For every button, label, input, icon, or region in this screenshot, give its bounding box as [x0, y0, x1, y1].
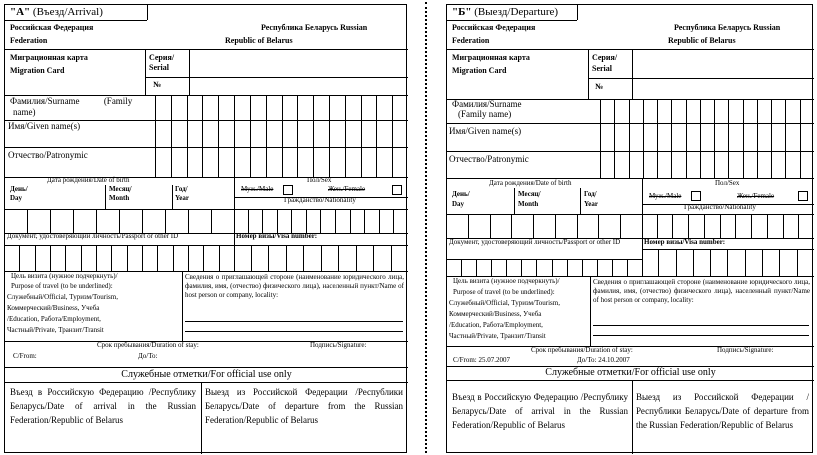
purpose-line5: /Education, Работа/Employment,: [449, 321, 543, 329]
stay-label: Срок пребывания/Duration of stay:: [97, 341, 199, 349]
visa-number-label: Номер визы/Visa number:: [644, 238, 726, 246]
purpose-line6: Частный/Private, Транзит/Transit: [7, 326, 104, 334]
surname-label-text: Фамилия/Surname: [10, 96, 80, 106]
purpose-line2: Purpose of travel (to be underlined):: [11, 282, 113, 290]
nationality-label: Гражданство/Nationality: [684, 203, 756, 211]
purpose-line3: Служебный/Official, Туризм/Tourism,: [449, 299, 560, 307]
male-label: Муж./Male: [241, 185, 274, 193]
female-checkbox[interactable]: [392, 185, 402, 195]
day-label-en: Day: [10, 194, 23, 202]
migration-card-ru: Миграционная карта: [10, 53, 88, 62]
female-checkbox[interactable]: [798, 191, 808, 201]
sex-label: Пол/Sex: [307, 176, 332, 184]
dob-label: Дата рождения/Date of birth: [489, 179, 572, 187]
visa-cells[interactable]: [642, 249, 814, 276]
number-label: №: [153, 80, 162, 89]
surname-name-label: name): [13, 107, 36, 117]
surname-label: [10, 97, 132, 107]
passport-cells[interactable]: [447, 259, 642, 276]
visa-cells[interactable]: [234, 245, 408, 271]
exit-date-text: Выезд из Российской Федерации /Республики Беларусь/Date of departure from the Russian Federation/Republic of Belarus: [205, 387, 403, 425]
belarus-line2: Republic of Belarus: [668, 36, 736, 45]
purpose-line1: Цель визита (нужное подчеркнуть)/: [11, 272, 118, 280]
month-label-en: Month: [518, 200, 539, 208]
signature-label: Подпись/Signature:: [310, 341, 367, 349]
card-title-text: (Выезд/Departure): [474, 6, 559, 18]
migration-card-arrival: [4, 4, 407, 453]
patronymic-label: Отчество/Patronymic: [449, 154, 529, 164]
perforation-line: [425, 2, 427, 453]
male-checkbox[interactable]: [691, 191, 701, 201]
passport-cells[interactable]: [5, 245, 234, 271]
purpose-line1: Цель визита (нужное подчеркнуть)/: [453, 277, 560, 285]
year-label-en: Year: [175, 194, 189, 202]
belarus-line1: Республика Беларусь Russian: [261, 23, 368, 32]
serial-label-ru: Серия/: [592, 53, 618, 62]
federation-en: Federation: [10, 36, 48, 45]
card-title-text: (Въезд/Arrival): [32, 6, 103, 18]
year-label: Год/: [175, 185, 188, 193]
from-label: С/From:: [13, 352, 37, 360]
belarus-line2: Republic of Belarus: [225, 36, 293, 45]
card-code: "Б": [452, 6, 472, 18]
federation-en: Federation: [452, 36, 490, 45]
card-code: "А": [10, 6, 31, 18]
serial-label-en: Serial: [592, 64, 612, 73]
entry-date-text: Въезд в Российскую Федерацию /Республику Беларусь/Date of arrival in the Russian Federation/Republic of Belarus: [452, 392, 628, 430]
migration-card-en: Migration Card: [452, 66, 507, 75]
surname-label: Фамилия/Surname: [452, 99, 522, 109]
purpose-line5: /Education, Работа/Employment,: [7, 315, 101, 323]
signature-label: Подпись/Signature:: [717, 346, 774, 354]
day-label-en: Day: [452, 200, 465, 208]
to-date: До/To: 24.10.2007: [577, 356, 630, 364]
to-label: До/To:: [138, 352, 158, 360]
exit-date-text: Выезд из Российской Федерации /Республики Беларусь/Date of departure from the Russian Federation/Republic of Belarus: [636, 392, 809, 430]
belarus-line1: Республика Беларусь Russian: [674, 23, 781, 32]
purpose-line2: Purpose of travel (to be underlined):: [453, 288, 555, 296]
migration-card-ru: Миграционная карта: [452, 53, 530, 62]
card-title: [452, 6, 558, 18]
surname-family-text: (Family: [103, 96, 133, 106]
official-use-label: Служебные отметки/For official use only: [121, 369, 292, 380]
male-label: Муж./Male: [649, 192, 682, 200]
from-date: С/From: 25.07.2007: [453, 356, 510, 364]
month-label-en: Month: [109, 194, 130, 202]
name-letter-cells[interactable]: [600, 99, 814, 178]
dob-cells[interactable]: [447, 214, 642, 238]
purpose-label: [11, 273, 118, 281]
nationality-label: Гражданство/Nationality: [284, 196, 356, 204]
patronymic-label: Отчество/Patronymic: [8, 150, 88, 160]
male-checkbox[interactable]: [283, 185, 293, 195]
year-label: Год/: [584, 190, 597, 198]
purpose-line4: Коммерческий/Business, Учеба: [449, 310, 542, 318]
day-label: День/: [452, 190, 470, 198]
dob-label: Дата рождения/Date of birth: [47, 176, 130, 184]
entry-date-text: Въезд в Российскую Федерацию /Республику Беларусь/Date of arrival in the Russian Federation/Republic of Belarus: [10, 387, 196, 425]
nationality-cells[interactable]: [642, 214, 814, 238]
official-use-label: Служебные отметки/For official use only: [545, 367, 716, 378]
dob-cells[interactable]: [5, 209, 234, 233]
stay-label: Срок пребывания/Duration of stay:: [531, 346, 633, 354]
purpose-line4: Коммерческий/Business, Учеба: [7, 304, 100, 312]
nationality-cells[interactable]: [234, 209, 408, 233]
name-letter-cells[interactable]: [155, 95, 408, 177]
host-label: Сведения о приглашающей стороне (наименование юридического лица, фамилия, имя, (отчество) физического лица), населенный пункт/Name of host person or company, locality:: [185, 273, 404, 299]
passport-label: Документ, удостоверяющий личность/Passport or other ID: [449, 238, 621, 246]
passport-label: Документ, удостоверяющий личность/Passport or other ID: [7, 232, 179, 240]
female-label: Жен./Female: [737, 192, 775, 200]
day-label: День/: [10, 185, 28, 193]
host-label: Сведения о приглашающей стороне (наименование юридического лица, фамилия, имя, (отчество) физического лица), населенный пункт/Name of host person or company, locality:: [593, 278, 810, 304]
sex-label: Пол/Sex: [715, 179, 740, 187]
purpose-line6: Частный/Private, Транзит/Transit: [449, 332, 546, 340]
month-label: Месяц/: [109, 185, 132, 193]
number-label: №: [595, 82, 604, 91]
federation-ru: Российская Федерация: [452, 23, 536, 32]
female-label: Жен./Female: [328, 185, 366, 193]
visa-number-label: Номер визы/Visa number:: [236, 232, 318, 240]
card-title: [10, 6, 103, 18]
given-name-label: Имя/Given name(s): [449, 126, 522, 136]
migration-card-departure: [446, 4, 813, 453]
purpose-line3: Служебный/Official, Туризм/Tourism,: [7, 293, 118, 301]
month-label: Месяц/: [518, 190, 541, 198]
surname-family-label: (Family name): [458, 109, 512, 119]
year-label-en: Year: [584, 200, 598, 208]
given-name-label: Имя/Given name(s): [8, 121, 81, 131]
serial-label-en: Serial: [149, 63, 169, 72]
serial-label-ru: Серия/: [149, 53, 175, 62]
federation-ru: Российская Федерация: [10, 23, 94, 32]
migration-card-en: Migration Card: [10, 66, 65, 75]
